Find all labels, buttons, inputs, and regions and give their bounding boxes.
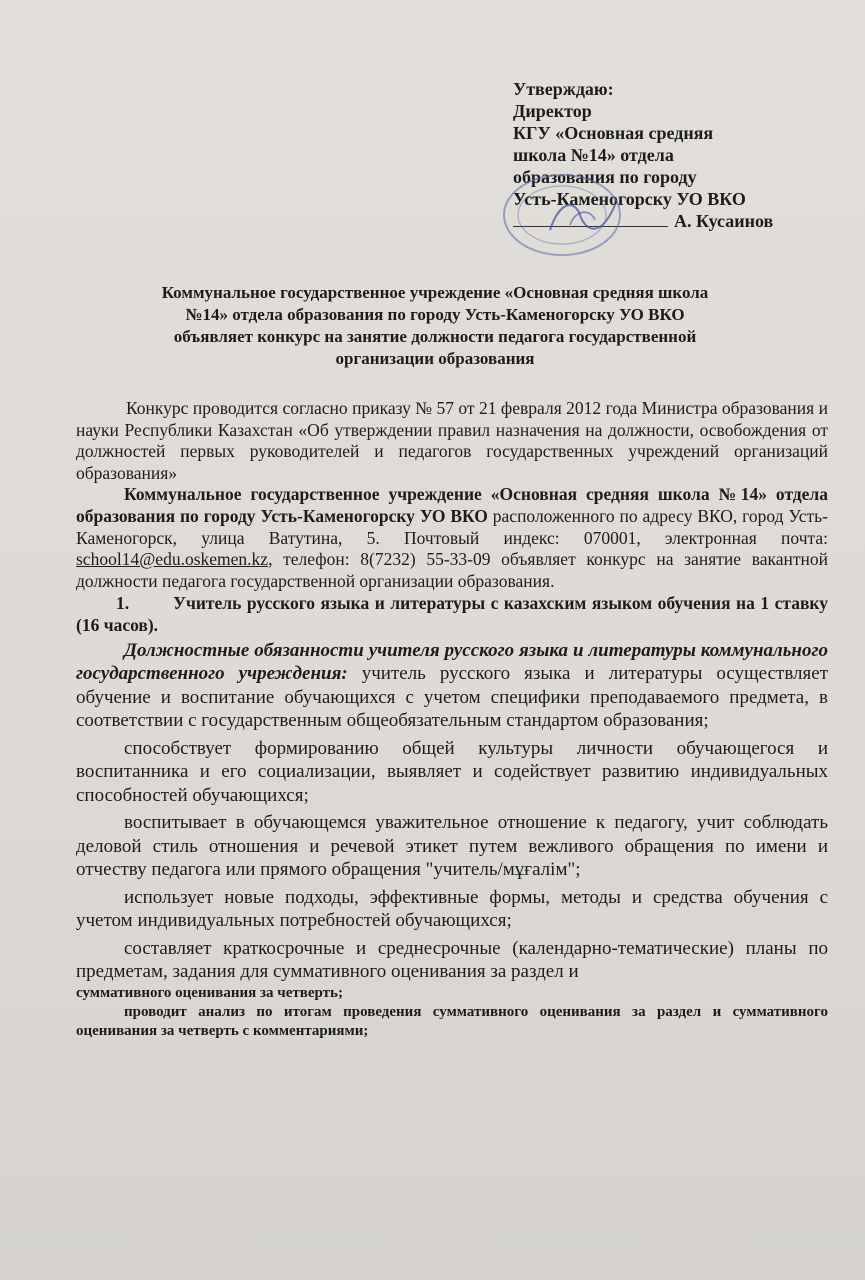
email-link[interactable]: school14@edu.oskemen.kz xyxy=(76,549,269,570)
title-line: №14» отдела образования по городу Усть-Каменогорску УО ВКО xyxy=(185,305,685,324)
document-body xyxy=(76,398,828,1041)
paragraph-duty: использует новые подходы, эффективные формы, методы и средства обучения с учетом индивидуальных потребностей обучающихся; xyxy=(76,886,828,932)
title-line: организации образования xyxy=(335,349,535,368)
paragraph-duty: воспитывает в обучающемся уважительное отношение к педагогу, учит соблюдать деловой стиль отношения и речевой этикет путем вежливого обращения по имени и отчеству педагога или прямого обращения "учитель/мұғалім"; xyxy=(76,812,828,881)
organization-contacts: , телефон: 8(7232) 55-33-09 объявляет конкурс на занятие вакантной должности педагога государственной организации образования. xyxy=(76,549,828,591)
vacancy-item xyxy=(76,593,828,636)
paragraph-duty: проводит анализ по итогам проведения суммативного оценивания за раздел и суммативного оценивания за четверть с комментариями; xyxy=(76,1003,828,1039)
vacancy-title: Учитель русского языка и литературы с казахским языком обучения на 1 ставку (16 часов). xyxy=(76,593,828,635)
document-title xyxy=(80,282,790,370)
approval-org-line: школа №14» отдела xyxy=(513,145,674,165)
approval-org-line: Усть-Каменогорску УО ВКО xyxy=(513,189,746,209)
title-line: Коммунальное государственное учреждение «Основная средняя школа xyxy=(161,283,709,302)
organization-name: Коммунальное государственное учреждение «Основная средняя школа №14» отдела образования по городу Усть-Каменогорску УО ВКО xyxy=(76,484,828,526)
approval-heading: Утверждаю: xyxy=(513,79,614,99)
approval-org-line: образования по городу xyxy=(513,167,697,187)
paragraph-organization xyxy=(76,484,828,592)
duties-heading: Должностные обязанности учителя русского языка и литературы коммунального государственного учреждения: xyxy=(76,639,828,685)
organization-address: расположенного по адресу ВКО, город Усть-Каменогорск, улица Ватутина, 5. Почтовый индекс: 070001, электронная почта: xyxy=(76,505,828,548)
duties-text: учитель русского языка и литературы осуществляет обучение и воспитание обучающихся с учетом специфики преподаваемого предмета, в соответствии с государственным общеобязательным стандартом образования; xyxy=(76,663,828,732)
title-line: объявляет конкурс на занятие должности педагога государственной xyxy=(173,327,697,346)
approval-org-line: КГУ «Основная средняя xyxy=(513,123,714,143)
paragraph-legal-basis: Конкурс проводится согласно приказу № 57 от 21 февраля 2012 года Министра образования и науки Республики Казахстан «Об утверждении правил назначения на должности, освобождения от должностей первых руководителей и педагогов государственных учреждений организаций образования» xyxy=(76,398,828,483)
official-stamp xyxy=(500,170,630,270)
paragraph-duty-tail: суммативного оценивания за четверть; xyxy=(76,984,343,1001)
signer-name: А. Кусаинов xyxy=(674,211,774,231)
approval-position: Директор xyxy=(513,101,592,121)
paragraph-duty: составляет краткосрочные и среднесрочные (календарно-тематические) планы по предметам, задания для суммативного оценивания за раздел и xyxy=(76,937,828,983)
paragraph-duty: способствует формированию общей культуры личности обучающегося и воспитанника и его социализации, выявляет и содействует развитию индивидуальных способностей обучающихся; xyxy=(76,737,828,806)
paragraph-duties xyxy=(76,639,828,733)
vacancy-number: 1. xyxy=(116,593,130,614)
